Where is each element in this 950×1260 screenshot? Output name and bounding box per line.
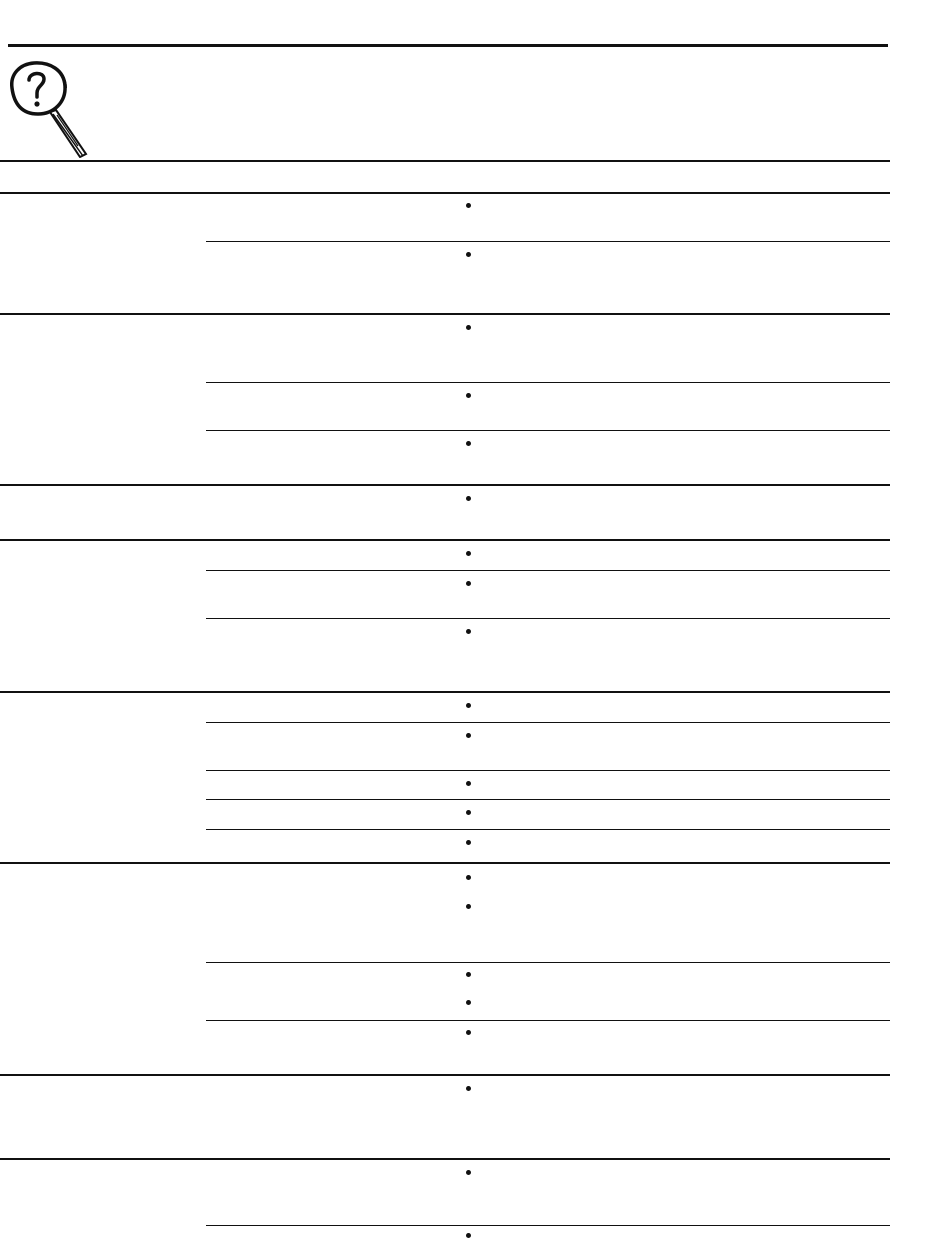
cause-divider — [206, 829, 890, 830]
solution-bullet — [466, 1000, 471, 1005]
row-group-divider — [0, 862, 890, 864]
troubleshooting-magnifier-question-icon — [8, 58, 90, 158]
solution-bullet — [466, 203, 471, 208]
solution-bullet — [466, 325, 471, 330]
cause-divider — [206, 1225, 890, 1226]
solution-bullet — [466, 1233, 471, 1238]
solution-bullet — [466, 875, 471, 880]
cause-divider — [206, 770, 890, 771]
solution-bullet — [466, 904, 471, 909]
cause-divider — [206, 570, 890, 571]
solution-bullet — [466, 441, 471, 446]
solution-bullet — [466, 1086, 471, 1091]
cause-divider — [206, 618, 890, 619]
solution-bullet — [466, 972, 471, 977]
solution-bullet — [466, 393, 471, 398]
solution-bullet — [466, 1030, 471, 1035]
row-group-divider — [0, 1074, 890, 1076]
cause-divider — [206, 1020, 890, 1021]
solution-bullet — [466, 581, 471, 586]
solution-bullet — [466, 733, 471, 738]
cause-divider — [206, 382, 890, 383]
solution-bullet — [466, 551, 471, 556]
solution-bullet — [466, 252, 471, 257]
cause-divider — [206, 722, 890, 723]
solution-bullet — [466, 703, 471, 708]
header-bottom-rule — [0, 160, 890, 162]
header-top-rule — [8, 44, 888, 47]
solution-bullet — [466, 781, 471, 786]
cause-divider — [206, 799, 890, 800]
row-group-divider — [0, 1158, 890, 1160]
row-group-divider — [0, 313, 890, 315]
solution-bullet — [466, 810, 471, 815]
row-group-divider — [0, 539, 890, 541]
row-group-divider — [0, 484, 890, 486]
cause-divider — [206, 430, 890, 431]
cause-divider — [206, 241, 890, 242]
solution-bullet — [466, 840, 471, 845]
solution-bullet — [466, 629, 471, 634]
row-group-divider — [0, 691, 890, 693]
solution-bullet — [466, 1170, 471, 1175]
solution-bullet — [466, 496, 471, 501]
cause-divider — [206, 962, 890, 963]
table-header-rule — [0, 192, 890, 194]
